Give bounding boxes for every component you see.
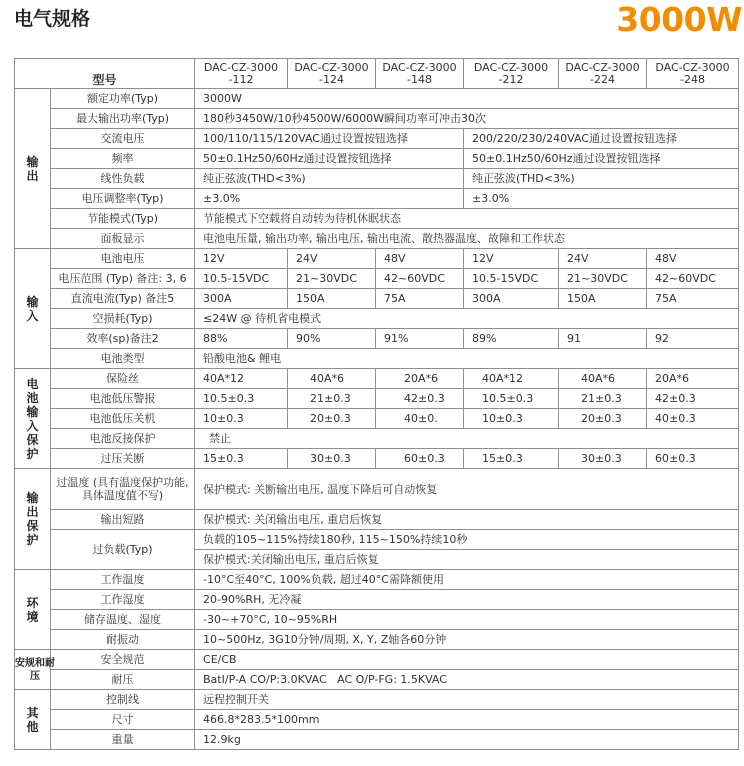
overload-label: 过负载(Typ)	[51, 530, 195, 570]
rated-power-row	[15, 89, 739, 109]
low-voltage-warning-cell: 10.5±0.3	[464, 389, 559, 409]
fuse-row	[15, 369, 739, 389]
voltage-range-cell: 21~30VDC	[559, 269, 647, 289]
storage-label: 储存温度、湿度	[51, 610, 195, 630]
fuse-label: 保险丝	[51, 369, 195, 389]
operating-temperature-row	[15, 570, 739, 590]
safety-standard-label: 安全规范	[51, 650, 195, 670]
overvoltage-shutdown-row	[15, 449, 739, 469]
dimensions-value: 466.8*283.5*100mm	[195, 710, 739, 730]
overload-value-a: 负载的105~115%持续180秒, 115~150%持续10秒	[195, 530, 739, 550]
vibration-value: 10~500Hz, 3G10分钟/周期, X, Y, Z轴各60分钟	[195, 630, 739, 650]
low-voltage-shutdown-label: 电池低压关机	[51, 409, 195, 429]
voltage-range-cell: 42~60VDC	[647, 269, 739, 289]
dimensions-row	[15, 710, 739, 730]
battery-voltage-row	[15, 249, 739, 269]
panel-display-row	[15, 229, 739, 249]
group-output: 输出	[15, 89, 51, 249]
operating-humidity-label: 工作湿度	[51, 590, 195, 610]
low-voltage-shutdown-cell: 10±0.3	[464, 409, 559, 429]
fuse-cell: 40A*12	[195, 369, 288, 389]
operating-temperature-label: 工作温度	[51, 570, 195, 590]
weight-row	[15, 730, 739, 750]
ac-voltage-value-b: 200/220/230/240VAC通过设置按钮选择	[464, 129, 739, 149]
efficiency-row	[15, 329, 739, 349]
linear-load-label: 线性负载	[51, 169, 195, 189]
dc-current-cell: 75A	[647, 289, 739, 309]
efficiency-cell: 89%	[464, 329, 559, 349]
over-temperature-row	[15, 469, 739, 510]
control-line-row	[15, 690, 739, 710]
low-voltage-warning-row	[15, 389, 739, 409]
rated-power-label: 额定功率(Typ)	[51, 89, 195, 109]
reverse-protection-label: 电池反接保护	[51, 429, 195, 449]
fuse-cell: 20A*6	[376, 369, 464, 389]
group-other: 其他	[15, 690, 51, 750]
low-voltage-shutdown-row	[15, 409, 739, 429]
model-1: DAC-CZ-3000 -112	[195, 59, 288, 89]
linear-load-value-b: 纯正弦波(THD<3%)	[464, 169, 739, 189]
weight-label: 重量	[51, 730, 195, 750]
reverse-protection-row	[15, 429, 739, 449]
operating-humidity-row	[15, 590, 739, 610]
max-power-value: 180秒3450W/10秒4500W/6000W瞬间功率可冲击30次	[195, 109, 739, 129]
fuse-cell: 20A*6	[647, 369, 739, 389]
eco-mode-label: 节能模式(Typ)	[51, 209, 195, 229]
low-voltage-shutdown-cell: 20±0.3	[288, 409, 376, 429]
fuse-cell: 40A*6	[288, 369, 376, 389]
group-input: 输入	[15, 249, 51, 369]
low-voltage-warning-cell: 21±0.3	[288, 389, 376, 409]
low-voltage-shutdown-cell: 40±0.3	[647, 409, 739, 429]
dc-current-cell: 300A	[195, 289, 288, 309]
voltage-range-cell: 21~30VDC	[288, 269, 376, 289]
overvoltage-shutdown-cell: 30±0.3	[559, 449, 647, 469]
ac-voltage-value-a: 100/110/115/120VAC通过设置按钮选择	[195, 129, 464, 149]
overvoltage-shutdown-label: 过压关断	[51, 449, 195, 469]
voltage-range-cell: 42~60VDC	[376, 269, 464, 289]
low-voltage-warning-label: 电池低压警报	[51, 389, 195, 409]
operating-temperature-value: -10°C至40°C, 100%负载, 超过40°C需降额使用	[195, 570, 739, 590]
battery-voltage-cell: 12V	[195, 249, 288, 269]
overvoltage-shutdown-cell: 15±0.3	[195, 449, 288, 469]
low-voltage-shutdown-cell: 10±0.3	[195, 409, 288, 429]
voltage-range-cell: 10.5-15VDC	[195, 269, 288, 289]
model-4: DAC-CZ-3000 -212	[464, 59, 559, 89]
voltage-range-row	[15, 269, 739, 289]
overload-row-a	[15, 530, 739, 550]
efficiency-label: 效率(sp)备注2	[51, 329, 195, 349]
frequency-value-a: 50±0.1Hz50/60Hz通过设置按钮选择	[195, 149, 464, 169]
group-output-protection: 输出保护	[15, 469, 51, 570]
low-voltage-shutdown-cell: 40±0.	[376, 409, 464, 429]
power-badge: 3000W	[616, 0, 742, 39]
vibration-row	[15, 630, 739, 650]
voltage-range-cell: 10.5-15VDC	[464, 269, 559, 289]
fuse-cell: 40A*6	[559, 369, 647, 389]
operating-humidity-value: 20-90%RH, 无冷凝	[195, 590, 739, 610]
battery-type-row	[15, 349, 739, 369]
dc-current-cell: 300A	[464, 289, 559, 309]
low-voltage-warning-cell: 42±0.3	[647, 389, 739, 409]
reverse-protection-value: 禁止	[195, 429, 739, 449]
battery-type-value: 铅酸电池& 鲤电	[195, 349, 739, 369]
linear-load-row	[15, 169, 739, 189]
linear-load-value-a: 纯正弦波(THD<3%)	[195, 169, 464, 189]
withstand-value: BatI/P-A CO/P:3.0KVAC AC O/P-FG: 1.5KVAC	[195, 670, 739, 690]
group-battery-protection: 电池输入保护	[15, 369, 51, 469]
output-short-row	[15, 510, 739, 530]
model-label: 型号	[15, 59, 195, 89]
dc-current-label: 直流电流(Typ) 备注5	[51, 289, 195, 309]
over-temperature-label: 过温度 (具有温度保护功能, 具体温度值不写)	[51, 469, 195, 510]
control-line-value: 远程控制开关	[195, 690, 739, 710]
safety-standard-value: CE/CB	[195, 650, 739, 670]
withstand-row	[15, 670, 739, 690]
low-voltage-shutdown-cell: 20±0.3	[559, 409, 647, 429]
efficiency-cell: 88%	[195, 329, 288, 349]
output-short-value: 保护模式: 关闭输出电压, 重启后恢复	[195, 510, 739, 530]
efficiency-cell: 90%	[288, 329, 376, 349]
battery-voltage-cell: 48V	[647, 249, 739, 269]
dc-current-row	[15, 289, 739, 309]
efficiency-cell: 91	[559, 329, 647, 349]
withstand-label: 耐压	[51, 670, 195, 690]
max-power-row	[15, 109, 739, 129]
overvoltage-shutdown-cell: 60±0.3	[647, 449, 739, 469]
dc-current-cell: 150A	[559, 289, 647, 309]
output-short-label: 输出短路	[51, 510, 195, 530]
battery-voltage-cell: 48V	[376, 249, 464, 269]
over-temperature-value: 保护模式: 关断输出电压, 温度下降后可自动恢复	[195, 469, 739, 510]
storage-row	[15, 610, 739, 630]
overvoltage-shutdown-cell: 30±0.3	[288, 449, 376, 469]
group-safety: 安规和耐压	[15, 650, 51, 690]
low-voltage-warning-cell: 42±0.3	[376, 389, 464, 409]
battery-type-label: 电池类型	[51, 349, 195, 369]
frequency-row	[15, 149, 739, 169]
model-row	[15, 59, 739, 89]
dimensions-label: 尺寸	[51, 710, 195, 730]
low-voltage-warning-cell: 10.5±0.3	[195, 389, 288, 409]
model-2: DAC-CZ-3000 -124	[288, 59, 376, 89]
voltage-regulation-value-a: ±3.0%	[195, 189, 464, 209]
spec-table	[14, 58, 739, 750]
no-load-loss-value: ≤24W @ 待机省电模式	[195, 309, 739, 329]
storage-value: -30~+70°C, 10~95%RH	[195, 610, 739, 630]
overvoltage-shutdown-cell: 60±0.3	[376, 449, 464, 469]
efficiency-cell: 92	[647, 329, 739, 349]
group-environment: 环境	[15, 570, 51, 650]
overvoltage-shutdown-cell: 15±0.3	[464, 449, 559, 469]
voltage-regulation-row	[15, 189, 739, 209]
no-load-loss-label: 空损耗(Typ)	[51, 309, 195, 329]
no-load-loss-row	[15, 309, 739, 329]
model-5: DAC-CZ-3000 -224	[559, 59, 647, 89]
control-line-label: 控制线	[51, 690, 195, 710]
voltage-regulation-label: 电压调整率(Typ)	[51, 189, 195, 209]
battery-voltage-cell: 24V	[559, 249, 647, 269]
low-voltage-warning-cell: 21±0.3	[559, 389, 647, 409]
dc-current-cell: 150A	[288, 289, 376, 309]
ac-voltage-row	[15, 129, 739, 149]
safety-standard-row	[15, 650, 739, 670]
battery-voltage-cell: 24V	[288, 249, 376, 269]
dc-current-cell: 75A	[376, 289, 464, 309]
ac-voltage-label: 交流电压	[51, 129, 195, 149]
battery-voltage-label: 电池电压	[51, 249, 195, 269]
panel-display-label: 面板显示	[51, 229, 195, 249]
rated-power-value: 3000W	[195, 89, 739, 109]
frequency-label: 频率	[51, 149, 195, 169]
overload-value-b: 保护模式:关闭输出电压, 重启后恢复	[195, 550, 739, 570]
eco-mode-value: 节能模式下空载将自动转为待机休眠状态	[195, 209, 739, 229]
battery-voltage-cell: 12V	[464, 249, 559, 269]
max-power-label: 最大输出功率(Typ)	[51, 109, 195, 129]
efficiency-cell: 91%	[376, 329, 464, 349]
model-6: DAC-CZ-3000 -248	[647, 59, 739, 89]
eco-mode-row	[15, 209, 739, 229]
model-3: DAC-CZ-3000 -148	[376, 59, 464, 89]
fuse-cell: 40A*12	[464, 369, 559, 389]
voltage-range-label: 电压范围 (Typ) 备注: 3, 6	[51, 269, 195, 289]
vibration-label: 耐振动	[51, 630, 195, 650]
voltage-regulation-value-b: ±3.0%	[464, 189, 739, 209]
weight-value: 12.9kg	[195, 730, 739, 750]
page-title: 电气规格	[14, 8, 91, 30]
frequency-value-b: 50±0.1Hz50/60Hz通过设置按钮选择	[464, 149, 739, 169]
panel-display-value: 电池电压量, 输出功率, 输出电压, 输出电流、散热器温度、故障和工作状态	[195, 229, 739, 249]
